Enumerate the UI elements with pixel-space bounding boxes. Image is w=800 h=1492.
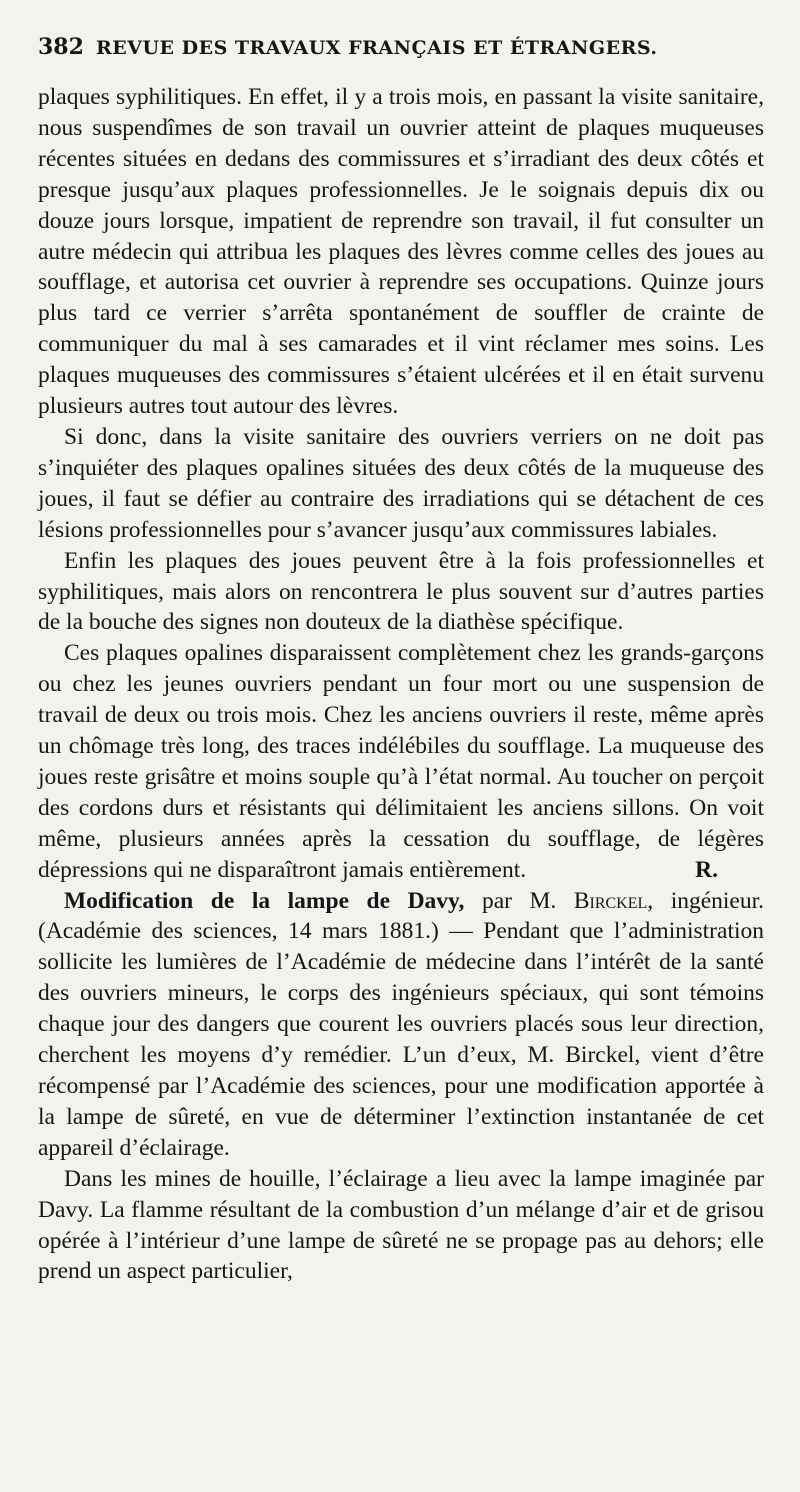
paragraph-5 [38, 886, 764, 1164]
paragraph-6 [38, 1164, 764, 1288]
paragraph-3 [38, 546, 764, 639]
page-number: 382 [38, 34, 84, 60]
paragraph-1-text: plaques syphilitiques. En effet, il y a trois mois, en passant la visite sanitaire, nous suspendîmes de son travail un ouvrier atteint de plaques muqueuses récentes situées en dedans des commissures et s’irradiant des deux côtés et presque jusqu’aux plaques professionnelles. Je le soignais depuis dix ou douze jours lorsque, impatient de reprendre son travail, il fut consulter un autre médecin qui attribua les plaques des lèvres comme celles des joues au soufflage, et autorisa cet ouvrier à reprendre ses occupations. Quinze jours plus tard ce verrier s’arrêta spontanément de souffler de crainte de communiquer du mal à ses camarades et il vint réclamer mes soins. Les plaques muqueuses des commissures s’étaient ulcérées et il en était survenu plusieurs autres tout autour des lèvres. [38, 84, 764, 420]
page-header [38, 34, 764, 74]
paragraph-3-text: Enfin les plaques des joues peuvent être à la fois professionnelles et syphilitiques, mais alors on rencontrera le plus souvent sur d’autres parties de la bouche des signes non douteux de la diathèse spécifique. [38, 547, 764, 636]
paragraph-1 [38, 82, 764, 422]
section-title: Modification de la lampe de Davy, [64, 887, 465, 914]
author-signature: R. [695, 856, 718, 883]
paragraph-5-text: ingénieur. (Académie des sciences, 14 mars 1881.) — Pendant que l’administration sollicite les lumières de l’Académie de médecine dans l’intérêt de la santé des ouvriers mineurs, le corps des ingénieurs spéciaux, qui sont témoins chaque jour des dangers que courent les ouvriers placés sous leur direction, cherchent les moyens d’y remédier. L’un d’eux, M. Birckel, vient d’être récompensé par l’Académie des sciences, pour une modification apportée à la lampe de sûreté, en vue de déterminer l’extinction instantanée de cet appareil d’éclairage. [38, 887, 765, 1161]
author-prefix: par M. [481, 887, 557, 914]
running-title: REVUE DES TRAVAUX FRANÇAIS ET ÉTRANGERS. [95, 37, 658, 59]
body-text [38, 82, 764, 1287]
paragraph-6-text: Dans les mines de houille, l’éclairage a lieu avec la lampe imaginée par Davy. La flamme résultant de la combustion d’un mélange d’air et de grisou opérée à l’intérieur d’une lampe de sûreté ne se propage pas au dehors; elle prend un aspect particulier, [38, 1165, 764, 1285]
author-name: Birckel, [573, 887, 654, 914]
paragraph-2-text: Si donc, dans la visite sanitaire des ouvriers verriers on ne doit pas s’inquiéter des plaques opalines situées des deux côtés de la muqueuse des joues, il faut se défier au contraire des irradiations qui se détachent de ces lésions professionnelles pour s’avancer jusqu’aux commissures labiales. [38, 423, 764, 543]
paragraph-4-text: Ces plaques opalines disparaissent complètement chez les grands-garçons ou chez les jeunes ouvriers pendant un four mort ou une suspension de travail de deux ou trois mois. Chez les anciens ouvriers il reste, même après un chômage très long, des traces indélébiles du soufflage. La muqueuse des joues reste grisâtre et moins souple qu’à l’état normal. Au toucher on perçoit des cordons durs et résistants qui délimitaient les anciens sillons. On voit même, plusieurs années après la cessation du soufflage, de légères dépressions qui ne disparaîtront jamais entièrement. [38, 640, 764, 883]
paragraph-2 [38, 422, 764, 546]
paragraph-4 [38, 638, 764, 885]
